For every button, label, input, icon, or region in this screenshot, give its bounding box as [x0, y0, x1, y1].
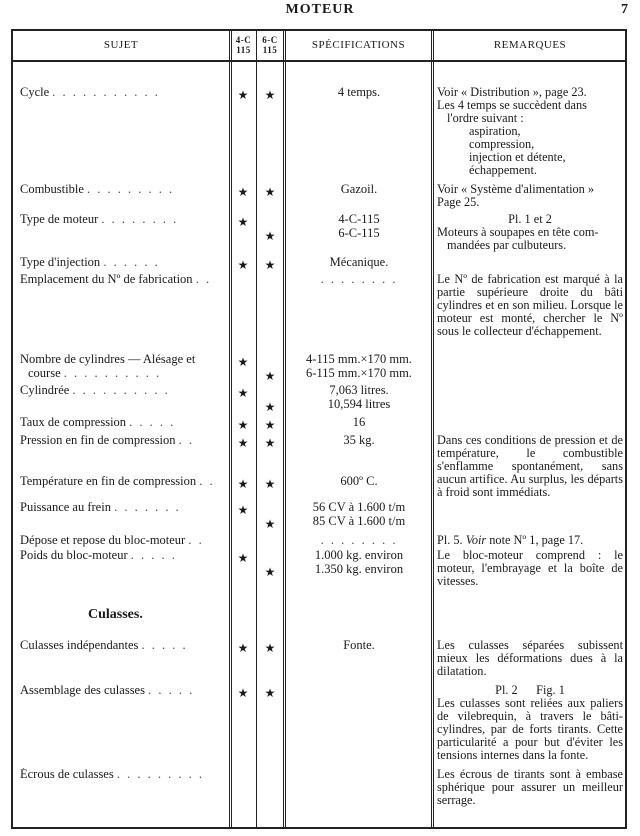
column-divider: [431, 29, 434, 829]
star-mark: ★: [264, 229, 276, 243]
star-mark: ★: [264, 686, 276, 700]
spec-value: 6-C-115: [338, 226, 380, 240]
star-mark: ★: [264, 565, 276, 579]
star-mark: ★: [264, 185, 276, 199]
column-header-6c115: 6-C 115: [262, 35, 278, 55]
spec-value: Fonte.: [343, 638, 375, 652]
star-mark: ★: [237, 215, 249, 229]
table-row-subject: Combustible . . . . . . . . .: [20, 183, 175, 196]
spec-value: 16: [352, 415, 366, 429]
star-mark: ★: [264, 88, 276, 102]
spec-value: . . . . . . . .: [320, 272, 398, 286]
spec-value: 1.000 kg. environ: [314, 548, 404, 562]
table-row-subject: Puissance au frein . . . . . . .: [20, 501, 181, 514]
spec-value: 600º C.: [340, 474, 378, 488]
spec-value: 56 CV à 1.600 t/m: [312, 500, 406, 514]
column-header-remarks: REMARQUES: [493, 39, 567, 51]
star-mark: ★: [237, 551, 249, 565]
column-header-subject: SUJET: [103, 39, 139, 51]
spec-value: Gazoil.: [340, 182, 378, 196]
remark-text: Le Nº de fabrication est marqué à la partie supérieure droite du bâti cylindres et en son milieu. Lorsque le moteur est monté, chercher le Nº sous le collecteur d'échappement.: [437, 272, 623, 338]
spec-value: 7,063 litres.: [329, 383, 389, 397]
spec-value: 35 kg.: [343, 433, 375, 447]
spec-value: 4-C-115: [338, 212, 380, 226]
star-mark: ★: [264, 400, 276, 414]
column-header-4c115: 4-C 115: [235, 35, 252, 55]
remark-text: Les culasses séparées subissent mieux les déformations dues à la dilatation.: [437, 638, 623, 678]
remark-text: Le bloc-moteur comprend : le moteur, l'embrayage et la boîte de vitesses.: [437, 548, 623, 588]
star-mark: ★: [237, 436, 249, 450]
star-mark: ★: [237, 477, 249, 491]
table-row-subject: Écrous de culasses . . . . . . . . .: [20, 768, 204, 781]
spec-value: 85 CV à 1.600 t/m: [312, 514, 406, 528]
star-mark: ★: [237, 641, 249, 655]
star-mark: ★: [264, 258, 276, 272]
spec-value: 4-115 mm.×170 mm.: [306, 352, 412, 366]
column-divider: [229, 29, 232, 829]
star-mark: ★: [237, 418, 249, 432]
spec-value: 4 temps.: [337, 85, 381, 99]
section-heading: Culasses.: [88, 607, 143, 622]
table-row-subject: Culasses indépendantes . . . . .: [20, 639, 188, 652]
table-row-subject: Type d'injection . . . . . .: [20, 256, 160, 269]
star-mark: ★: [264, 517, 276, 531]
star-mark: ★: [264, 641, 276, 655]
page-title: MOTEUR: [285, 2, 355, 17]
star-mark: ★: [237, 386, 249, 400]
table-row-subject: Dépose et repose du bloc-moteur . .: [20, 534, 204, 547]
remark-text: Voir « Distribution », page 23. Les 4 temps se succèdent dans l'ordre suivant : aspiration, compression, injection et détente, échappement.: [437, 85, 587, 177]
star-mark: ★: [264, 369, 276, 383]
star-mark: ★: [264, 418, 276, 432]
table-row-subject: Cylindrée . . . . . . . . . .: [20, 384, 170, 397]
page-number: 7: [621, 2, 628, 17]
star-mark: ★: [264, 436, 276, 450]
header-divider: [11, 60, 627, 62]
star-mark: ★: [237, 503, 249, 517]
spec-value: Mécanique.: [329, 255, 389, 269]
table-row-subject: Emplacement du Nº de fabrication . .: [20, 273, 212, 286]
star-mark: ★: [264, 477, 276, 491]
column-header-spec: SPÉCIFICATIONS: [311, 39, 406, 51]
star-mark: ★: [237, 686, 249, 700]
table-row-subject: Cycle . . . . . . . . . . .: [20, 86, 160, 99]
table-row-subject: Poids du bloc-moteur . . . . .: [20, 549, 177, 562]
table-row-subject: Taux de compression . . . . .: [20, 416, 176, 429]
star-mark: ★: [237, 88, 249, 102]
remark-text: Pl. 5. Voir note Nº 1, page 17.: [437, 533, 584, 547]
table-row-subject: course . . . . . . . . . .: [28, 367, 162, 380]
star-mark: ★: [237, 355, 249, 369]
table-row-subject: Assemblage des culasses . . . . .: [20, 684, 195, 697]
remark-text: Les écrous de tirants sont à embase sphérique pour assurer un meilleur serrage.: [437, 767, 623, 807]
star-mark: ★: [237, 185, 249, 199]
column-divider: [283, 29, 286, 829]
spec-value: . . . . . . . .: [320, 533, 398, 547]
spec-value: 1.350 kg. environ: [314, 562, 404, 576]
remark-text: Pl. 2 Fig. 1 Les culasses sont reliées aux paliers de vilebrequin, à travers le bâti-cylindres, par de forts tirants. Cette particularité a pour but d'éviter les tensions internes dans la fonte.: [437, 683, 623, 762]
table-row-subject: Type de moteur . . . . . . . .: [20, 213, 179, 226]
star-mark: ★: [237, 258, 249, 272]
table-row-subject: Température en fin de compression . .: [20, 475, 215, 488]
table-row-subject: Nombre de cylindres — Alésage et: [20, 353, 196, 366]
table-row-subject: Pression en fin de compression . .: [20, 434, 195, 447]
remark-text: Voir « Système d'alimentation » Page 25.: [437, 182, 595, 209]
spec-value: 6-115 mm.×170 mm.: [306, 366, 412, 380]
remark-text: Pl. 1 et 2 Moteurs à soupapes en tête com- mandées par culbuteurs.: [437, 212, 599, 252]
spec-value: 10,594 litres: [327, 397, 391, 411]
remark-text: Dans ces conditions de pression et de température, le combustible s'enflamme spontanément, sans aucun artifice. Au surplus, les départs à froid sont immédiats.: [437, 433, 623, 499]
column-divider: [256, 29, 257, 829]
